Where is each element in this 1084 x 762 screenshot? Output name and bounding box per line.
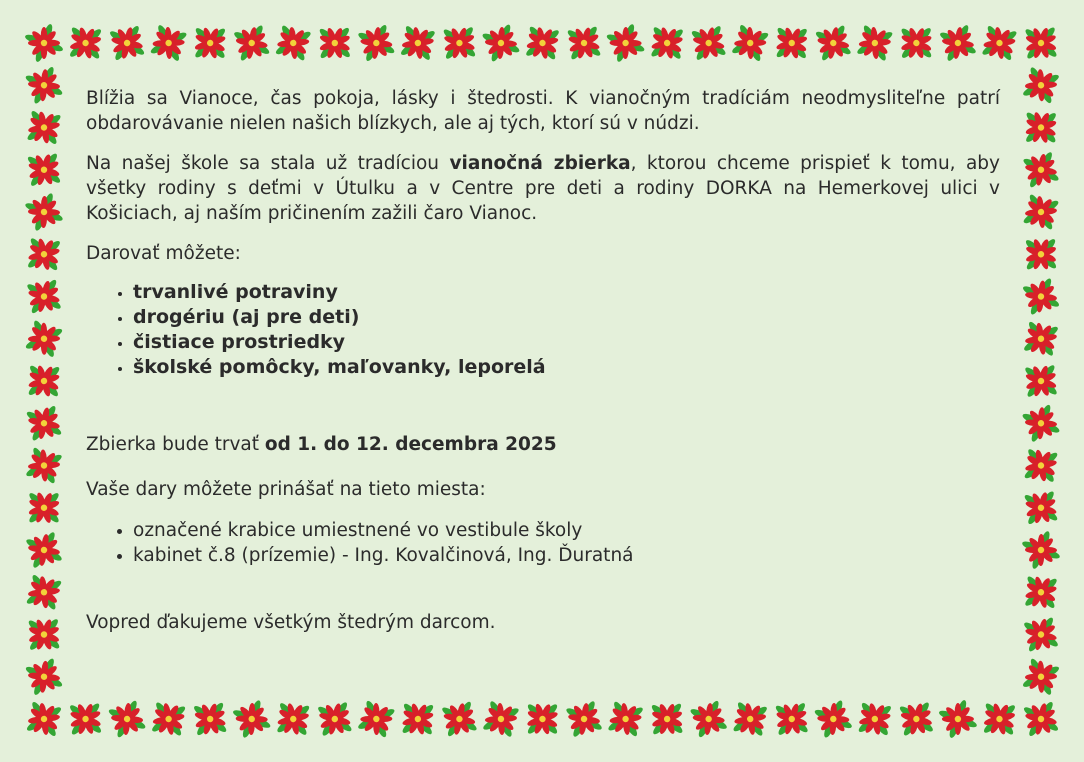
collection-highlight: vianočná zbierka: [449, 153, 631, 174]
poinsettia-icon: [812, 698, 854, 740]
poinsettia-icon: [1013, 648, 1070, 705]
poinsettia-icon: [1017, 695, 1065, 743]
poinsettia-icon: [185, 694, 235, 744]
thanks-paragraph: Vopred ďakujeme všetkým štedrým darcom.: [86, 612, 496, 633]
poinsettia-icon: [1013, 184, 1069, 240]
collection-text-before: Na našej škole sa stala už tradíciou: [86, 153, 450, 174]
poinsettia-icon: [1017, 610, 1065, 658]
poinsettia-icon: [310, 695, 359, 744]
poinsettia-icon: [847, 691, 902, 746]
poinsettia-icon: [16, 691, 72, 747]
poinsettia-icon: [20, 400, 67, 447]
poinsettia-icon: [722, 691, 778, 747]
poinsettia-icon: [766, 694, 817, 745]
poinsettia-icon: [1015, 355, 1066, 406]
poinsettia-icon: [60, 693, 112, 745]
poinsettia-icon: [140, 15, 196, 71]
poinsettia-icon: [598, 691, 654, 747]
poinsettia-icon: [354, 21, 399, 66]
poinsettia-icon: [684, 19, 732, 67]
poinsettia-icon: [1015, 17, 1067, 69]
poinsettia-icon: [641, 693, 693, 745]
poinsettia-icon: [892, 694, 941, 743]
intro-paragraph: Blížia sa Vianoce, čas pokoja, lásky i štedrosti. K vianočným tradíciám neodmysliteľne patrí obdarovávanie nielen našich blízkych, ale aj tých, ktorí sú v núdzi.: [86, 88, 1000, 134]
poinsettia-icon: [24, 23, 64, 63]
list-item: • označené krabice umiestnené vo vestibule školy: [133, 518, 1000, 543]
poinsettia-icon: [605, 23, 646, 64]
list-item: • drogériu (aj pre deti): [133, 305, 1000, 330]
poinsettia-icon: [16, 100, 72, 156]
dates-highlight: od 1. do 12. decembra 2025: [264, 434, 557, 455]
poinsettia-icon: [20, 272, 69, 321]
donate-intro: Darovať môžete:: [86, 243, 241, 264]
poinsettia-icon: [183, 16, 236, 69]
poinsettia-icon: [935, 20, 980, 65]
poinsettia-icon: [1015, 228, 1067, 280]
list-item: • trvanlivé potraviny: [133, 280, 1000, 305]
dates-text-before: Zbierka bude trvať: [86, 434, 265, 455]
poinsettia-icon: [19, 145, 69, 195]
poinsettia-icon: [1019, 274, 1064, 319]
poinsettia-icon: [890, 17, 943, 70]
poinsettia-icon: [16, 564, 72, 620]
collection-paragraph: [86, 151, 1000, 226]
poinsettia-icon: [17, 227, 72, 282]
poinsettia-icon: [436, 695, 483, 742]
poinsettia-icon: [1013, 438, 1068, 493]
poinsettia-icon: [58, 16, 112, 70]
poinsettia-icon: [640, 16, 695, 71]
poinsettia-icon: [348, 691, 405, 748]
poinsettia-icon: [1018, 147, 1064, 193]
poinsettia-icon: [141, 691, 197, 747]
poinsettia-icon: [847, 15, 903, 71]
list-item: • kabinet č.8 (prízemie) - Ing. Kovalčinová, Ing. Ďuratná: [133, 543, 1000, 568]
poinsettia-icon: [765, 16, 819, 70]
poinsettia-icon: [480, 22, 523, 65]
dates-paragraph: [86, 432, 1000, 457]
poinsettia-icon: [1020, 402, 1063, 445]
poinsettia-icon: [265, 15, 321, 71]
poinsettia-icon: [810, 20, 857, 67]
poinsettia-icon: [1014, 101, 1067, 154]
poinsettia-icon: [971, 15, 1027, 71]
poinsettia-icon: [231, 698, 272, 739]
poinsettia-icon: [23, 191, 64, 232]
poinsettia-icon: [687, 697, 731, 741]
poinsettia-icon: [559, 18, 609, 68]
poinsettia-icon: [22, 64, 65, 107]
poinsettia-icon: [516, 692, 569, 745]
places-list: [86, 518, 1000, 568]
places-intro: Vaše dary môžete prinášať na tieto miesta:: [86, 479, 486, 500]
poinsettia-icon: [22, 655, 66, 699]
poinsettia-icon: [16, 437, 72, 493]
poinsettia-icon: [722, 15, 779, 72]
poinsettia-icon: [229, 20, 275, 66]
poinsettia-icon: [16, 310, 73, 367]
poinsettia-icon: [434, 17, 485, 68]
poinsettia-icon: [938, 699, 978, 739]
poinsettia-icon: [103, 19, 151, 67]
poinsettia-icon: [1016, 483, 1066, 533]
poinsettia-icon: [266, 692, 321, 747]
poinsettia-icon: [17, 481, 70, 534]
poinsettia-icon: [561, 696, 607, 742]
poinsettia-icon: [18, 608, 70, 660]
poinsettia-icon: [473, 691, 529, 747]
poinsettia-icon: [17, 354, 71, 408]
poinsettia-icon: [309, 17, 361, 69]
poinsettia-icon: [390, 15, 446, 71]
list-item: • školské pomôcky, maľovanky, leporelá: [133, 355, 1000, 380]
poinsettia-icon: [391, 692, 445, 746]
poinsettia-icon: [1013, 311, 1069, 367]
poinsettia-icon: [972, 692, 1026, 746]
collection-text-after: , ktorou chceme prispieť k tomu, aby všetky rodiny s deťmi v Útulku a v Centre pre deti a rodiny DORKA na Hemerkovej ulici v Košiciach, aj naším pričinením zažili čaro Vianoc.: [86, 153, 1000, 224]
poinsettia-icon: [1021, 530, 1062, 571]
poinsettia-icon: [1014, 565, 1069, 620]
poinsettia-icon: [515, 15, 570, 70]
poinsettia-icon: [21, 527, 67, 573]
flyer-text: [86, 86, 1000, 635]
poinsettia-icon: [105, 697, 148, 740]
list-item: • čistiace prostriedky: [133, 330, 1000, 355]
poinsettia-icon: [1013, 57, 1069, 113]
donate-list: [86, 280, 1000, 380]
